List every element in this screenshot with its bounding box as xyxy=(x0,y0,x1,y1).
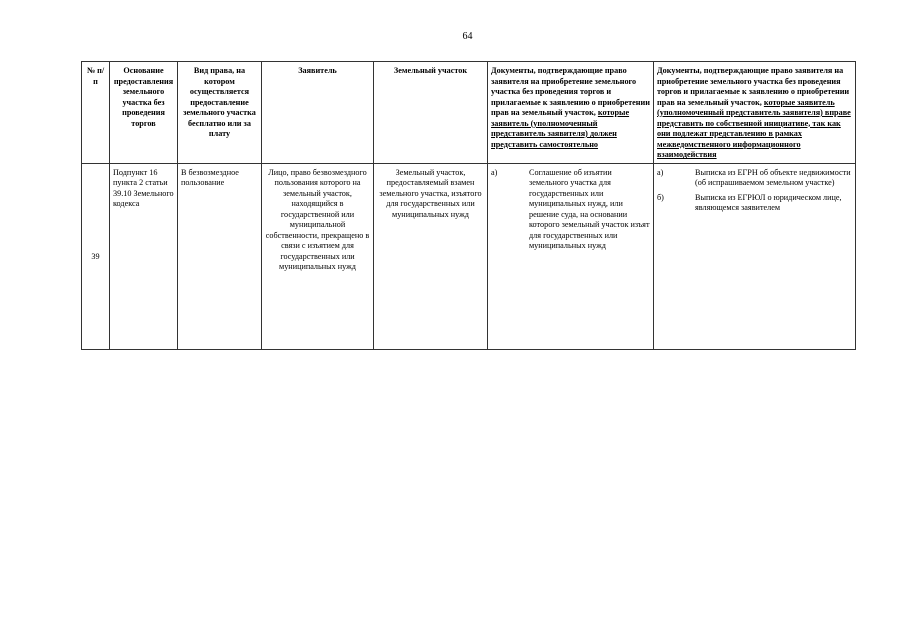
page-number: 64 xyxy=(462,31,473,42)
header-basis: Основание предоставления земельного участка без проведения торгов xyxy=(110,62,178,164)
header-docs-optional-underlined: которые заявитель (уполномоченный представитель заявителя) вправе представить по собственной инициативе, так как они подлежат представлению в рамках межведомственного информационного взаимодействия xyxy=(657,97,851,159)
doc-item-marker: а) xyxy=(491,167,498,177)
header-applicant: Заявитель xyxy=(262,62,374,164)
header-land-plot: Земельный участок xyxy=(374,62,488,164)
header-docs-required xyxy=(488,62,654,164)
header-docs-optional-text: Документы, подтверждающие право заявителя на приобретение земельного участка без проведения торгов и прилагаемые к заявлению о приобретении прав на земельный участок, xyxy=(657,66,850,107)
doc-item xyxy=(657,193,852,214)
row-number: 39 xyxy=(82,163,110,349)
doc-item xyxy=(491,168,650,252)
header-right-type: Вид права, на котором осуществляется предоставление земельного участка бесплатно или за плату xyxy=(178,62,262,164)
header-docs-required-text: Документы, подтверждающие право заявителя на приобретение земельного участка без проведения торгов и прилагаемые к заявлению о приобретении прав на земельный участок, xyxy=(491,66,650,117)
row-land-plot: Земельный участок, предоставляемый взамен земельного участка, изъятого для государственных или муниципальных нужд xyxy=(374,163,488,349)
row-right-type: В безвозмездное пользование xyxy=(178,163,262,349)
row-docs-optional xyxy=(654,163,856,349)
doc-item-marker: б) xyxy=(657,192,664,202)
table-row xyxy=(82,163,856,349)
header-number: № п/п xyxy=(82,62,110,164)
doc-item-text: Выписка из ЕГРЮЛ о юридическом лице, являющемся заявителем xyxy=(695,192,842,212)
requirements-table xyxy=(81,61,856,350)
doc-item xyxy=(657,168,852,189)
row-applicant: Лицо, право безвозмездного пользования которого на земельный участок, находящийся в государственной или муниципальной собственности, прекращено в связи с изъятием для государственных или муниципальных нужд xyxy=(262,163,374,349)
row-docs-required xyxy=(488,163,654,349)
doc-item-text: Выписка из ЕГРН об объекте недвижимости (об испрашиваемом земельном участке) xyxy=(695,167,851,187)
header-docs-required-underlined: которые заявитель (уполномоченный представитель заявителя) должен представить самостоятельно xyxy=(491,108,630,149)
doc-item-marker: а) xyxy=(657,167,664,177)
header-docs-optional xyxy=(654,62,856,164)
doc-item-text: Соглашение об изъятии земельного участка для государственных или муниципальных нужд, или решение суда, на основании которого земельный участок изъят для государственных или муниципальных нужд xyxy=(529,167,650,250)
row-basis: Подпункт 16 пункта 2 статьи 39.10 Земельного кодекса xyxy=(110,163,178,349)
table-header-row xyxy=(82,62,856,164)
